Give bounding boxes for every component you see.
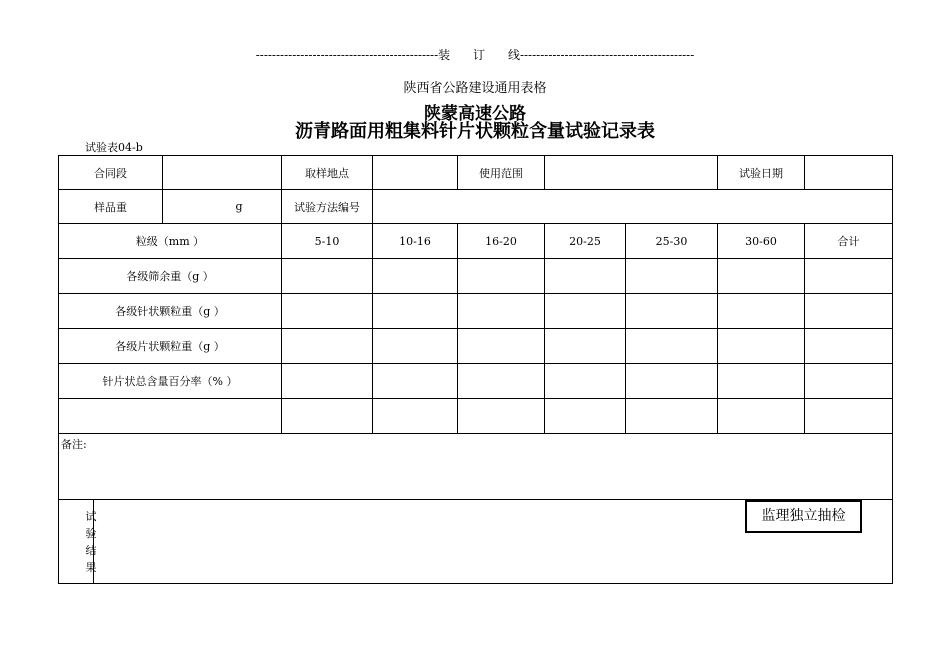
data-cell[interactable] xyxy=(718,259,805,294)
data-cell[interactable] xyxy=(805,294,893,329)
data-cell[interactable] xyxy=(373,294,458,329)
data-cell[interactable] xyxy=(805,329,893,364)
remarks-label: 备注: xyxy=(61,438,87,451)
table-row xyxy=(59,259,893,294)
data-cell[interactable] xyxy=(626,399,718,434)
data-cell[interactable] xyxy=(373,364,458,399)
grade-column-header: 10-16 xyxy=(373,224,458,259)
data-cell[interactable] xyxy=(718,329,805,364)
data-cell[interactable] xyxy=(373,399,458,434)
grade-column-header: 5-10 xyxy=(282,224,373,259)
form-number: 试验表04-b xyxy=(85,141,143,154)
data-cell[interactable] xyxy=(458,294,545,329)
data-cell[interactable] xyxy=(545,399,626,434)
sampling-location-label: 取样地点 xyxy=(282,156,373,190)
data-cell[interactable] xyxy=(626,259,718,294)
contract-label: 合同段 xyxy=(59,156,163,190)
row-label: 各级针状颗粒重（g ） xyxy=(59,294,282,329)
data-cell[interactable] xyxy=(805,259,893,294)
table-row xyxy=(59,399,893,434)
data-cell[interactable] xyxy=(282,259,373,294)
form-title: 沥青路面用粗集料针片状颗粒含量试验记录表 xyxy=(295,121,655,142)
data-cell[interactable] xyxy=(545,329,626,364)
result-divider xyxy=(93,500,94,583)
row-label: 针片状总含量百分率（% ） xyxy=(59,364,282,399)
test-date-value[interactable] xyxy=(805,156,893,190)
row-label: 各级片状颗粒重（g ） xyxy=(59,329,282,364)
data-cell[interactable] xyxy=(626,329,718,364)
table-row xyxy=(59,364,893,399)
grade-column-header: 20-25 xyxy=(545,224,626,259)
test-date-label: 试验日期 xyxy=(718,156,805,190)
remarks-box[interactable] xyxy=(58,434,893,500)
data-cell[interactable] xyxy=(282,329,373,364)
test-method-label: 试验方法编号 xyxy=(282,190,373,224)
test-result-label: 试验结果 xyxy=(85,510,97,574)
data-cell[interactable] xyxy=(458,364,545,399)
usage-scope-value[interactable] xyxy=(545,156,718,190)
test-record-table xyxy=(58,155,893,434)
data-cell[interactable] xyxy=(458,259,545,294)
data-cell[interactable] xyxy=(545,294,626,329)
contract-value[interactable] xyxy=(163,156,282,190)
data-cell[interactable] xyxy=(545,259,626,294)
table-row xyxy=(59,294,893,329)
row-label xyxy=(59,399,282,434)
grade-column-header: 16-20 xyxy=(458,224,545,259)
project-title: 陕蒙高速公路 xyxy=(424,104,526,124)
sample-weight-label: 样品重 xyxy=(59,190,163,224)
data-cell[interactable] xyxy=(282,294,373,329)
supervision-stamp: 监理独立抽检 xyxy=(745,500,862,533)
grade-column-header: 合计 xyxy=(805,224,893,259)
grade-column-header: 25-30 xyxy=(626,224,718,259)
test-method-value[interactable] xyxy=(373,190,893,224)
data-cell[interactable] xyxy=(373,259,458,294)
data-cell[interactable] xyxy=(458,399,545,434)
data-cell[interactable] xyxy=(718,399,805,434)
data-cell[interactable] xyxy=(805,399,893,434)
data-cell[interactable] xyxy=(626,364,718,399)
form-category: 陕西省公路建设通用表格 xyxy=(403,81,547,96)
usage-scope-label: 使用范围 xyxy=(458,156,545,190)
data-cell[interactable] xyxy=(458,329,545,364)
data-cell[interactable] xyxy=(282,399,373,434)
sample-weight-value[interactable] xyxy=(163,190,282,224)
data-cell[interactable] xyxy=(718,364,805,399)
row-label: 各级筛余重（g ） xyxy=(59,259,282,294)
grade-column-header: 30-60 xyxy=(718,224,805,259)
sample-weight-unit: g xyxy=(235,200,243,213)
sampling-location-value[interactable] xyxy=(373,156,458,190)
data-cell[interactable] xyxy=(805,364,893,399)
table-row xyxy=(59,329,893,364)
data-cell[interactable] xyxy=(718,294,805,329)
data-cell[interactable] xyxy=(626,294,718,329)
data-cell[interactable] xyxy=(282,364,373,399)
data-cell[interactable] xyxy=(545,364,626,399)
grade-header-label: 粒级（mm ） xyxy=(59,224,282,259)
data-cell[interactable] xyxy=(373,329,458,364)
binding-line: ---------------------------------------------装 订 线------------------------------------------- xyxy=(255,48,695,62)
